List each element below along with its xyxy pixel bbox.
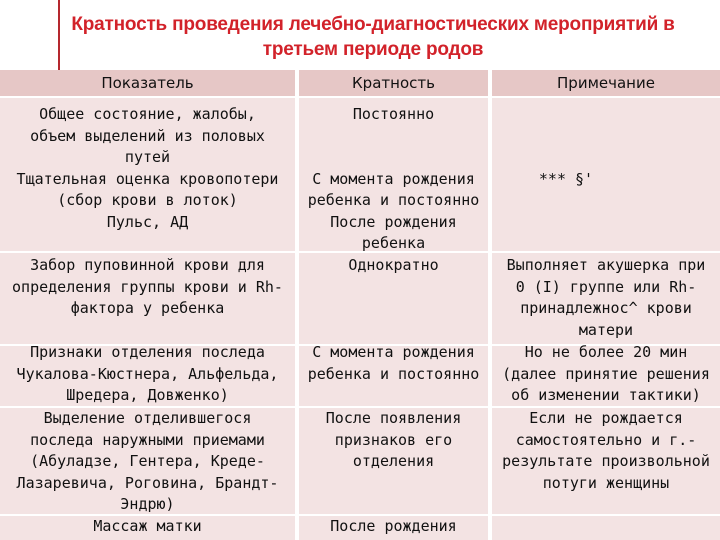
row-2-note: Выполняет акушерка при 0 (I) группе или Rh- принадлежнос^ крови матери — [506, 256, 706, 339]
slide-title-line-2: третьем периоде родов — [262, 39, 484, 60]
column-header-note: Примечание — [557, 74, 655, 92]
slide-title-line-1: Кратность проведения лечебно-диагностических мероприятий в — [71, 14, 675, 35]
row-5-frequency: После рождения — [330, 517, 457, 535]
row-5-indicator: Массаж матки — [93, 517, 202, 535]
row-4-indicator: Выделение отделившегося последа наружными приемами (Абуладзе, Гентера, Креде- Лазаревича, Роговина, Брандт- Эндрю) — [16, 409, 279, 513]
row-3-indicator: Признаки отделения последа Чукалова-Кюстнера, Альфельда, Шредера, Довженко) — [16, 343, 279, 404]
row-1-note: *** §' — [538, 169, 594, 188]
slide-title — [58, 12, 688, 62]
row-1-indicator: Общее состояние, жалобы, объем выделений из половых путей Тщательная оценка кровопотери (сбор крови в лоток) Пульс, АД — [16, 105, 279, 231]
row-1-frequency: Постоянно С момента рождения ребенка и постоянно После рождения ребенка — [307, 105, 480, 252]
row-2-indicator: Забор пуповинной крови для определения группы крови и Rh- фактора у ребенка — [12, 256, 283, 317]
title-bar — [0, 0, 720, 72]
row-3-frequency: С момента рождения ребенка и постоянно — [307, 343, 480, 383]
row-3-note: Но не более 20 мин (далее принятие решения об изменении тактики) — [502, 343, 710, 404]
row-2-frequency: Однократно — [348, 256, 439, 274]
column-header-frequency: Кратность — [352, 74, 435, 92]
column-header-indicator: Показатель — [101, 74, 194, 92]
data-table — [0, 70, 720, 540]
row-4-note: Если не рождается самостоятельно и г.- результате произвольной потуги женщины — [502, 409, 710, 492]
row-4-frequency: После появления признаков его отделения — [325, 409, 462, 470]
